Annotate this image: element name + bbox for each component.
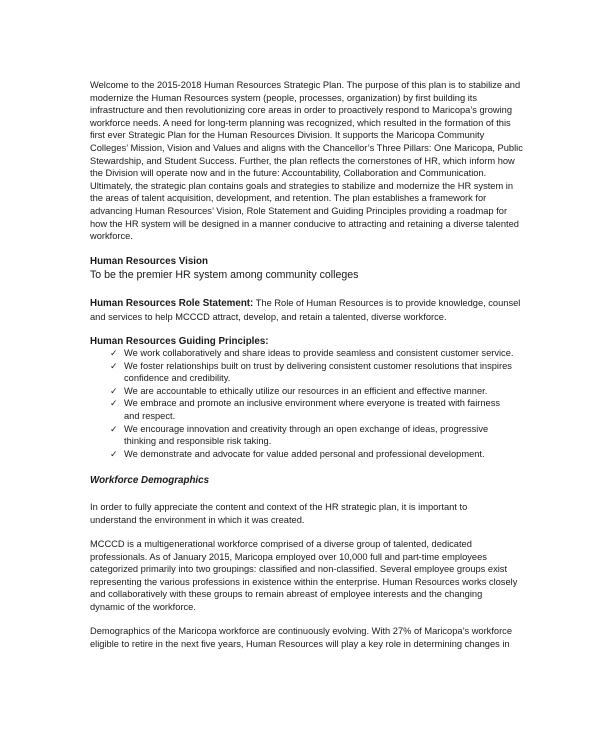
principle-text: We embrace and promote an inclusive environment where everyone is treated with fairness bbox=[124, 398, 501, 409]
principle-text: We demonstrate and advocate for value added personal and professional development. bbox=[124, 448, 485, 459]
text-line: advancing Human Resources’ Vision, Role Statement and Guiding Principles providing a roadmap for bbox=[90, 205, 508, 216]
principles-heading: Human Resources Guiding Principles: bbox=[90, 336, 269, 347]
text-line: MCCCD is a multigenerational workforce comprised of a diverse group of talented, dedicated bbox=[90, 539, 472, 549]
role-text-line2: and services to help MCCCD attract, develop, and retain a talented, diverse workforce. bbox=[90, 311, 447, 322]
vision-heading: Human Resources Vision bbox=[90, 256, 208, 267]
demographics-heading: Workforce Demographics bbox=[90, 475, 210, 486]
demographics-paragraph-1 bbox=[90, 501, 467, 526]
text-line: and collaboratively with these groups to remain abreast of employee interests and the changing bbox=[90, 589, 483, 600]
role-statement bbox=[90, 297, 520, 323]
vision-text: To be the premier HR system among community colleges bbox=[90, 269, 359, 281]
intro-paragraph bbox=[90, 79, 523, 243]
text-line: representing the various professions in existence within the enterprise. Human Resources works closely bbox=[90, 576, 518, 587]
text-line: infrastructure and then revolutionizing core areas in order to proactively respond to Maricopa’s growing bbox=[90, 105, 513, 116]
principle-item bbox=[110, 360, 513, 385]
role-text-line1: The Role of Human Resources is to provide knowledge, counsel bbox=[253, 298, 521, 308]
text-line: the Division will operate now and in the future: Accountability, Collaboration and Communication. bbox=[90, 168, 487, 179]
principle-text: We are accountable to ethically utilize our resources in an efficient and effective manner. bbox=[124, 385, 488, 396]
principle-text: and respect. bbox=[124, 410, 176, 421]
principle-text: thinking and responsible risk taking. bbox=[124, 436, 272, 447]
checkmark-icon: ✓ bbox=[110, 360, 118, 371]
text-line: In order to fully appreciate the content and context of the HR strategic plan, it is important to bbox=[90, 502, 468, 512]
principle-item bbox=[110, 385, 513, 398]
text-line: Stewardship, and Student Success. Further, the plan reflects the cornerstones of HR, which inform how bbox=[90, 155, 515, 166]
principle-item bbox=[110, 397, 513, 422]
text-line: categorized primarily into two groupings: classified and non-classified. Several employee groups exist bbox=[90, 564, 508, 575]
checkmark-icon: ✓ bbox=[110, 385, 118, 396]
text-line: Welcome to the 2015-2018 Human Resources Strategic Plan. The purpose of this plan is to stabilize and bbox=[90, 80, 521, 90]
principle-item bbox=[110, 347, 513, 360]
principle-text: confidence and credibility. bbox=[124, 373, 231, 384]
text-line: Demographics of the Maricopa workforce are continuously evolving. With 27% of Maricopa’s workforce bbox=[90, 626, 512, 636]
text-line: how the HR system will be designed in a manner conducive to attracting and retaining a diverse talented bbox=[90, 218, 519, 229]
text-line: workforce needs. A need for long-term planning was recognized, which resulted in the formation of this bbox=[90, 117, 511, 128]
principle-text: We encourage innovation and creativity through an open exchange of ideas, progressive bbox=[124, 423, 489, 434]
text-line: workforce. bbox=[90, 231, 133, 242]
text-line: first ever Strategic Plan for the Human Resources Division. It supports the Maricopa Community bbox=[90, 130, 485, 141]
text-line: Colleges’ Mission, Vision and Values and aligns with the Chancellor’s Three Pillars: One Maricopa, Public bbox=[90, 142, 523, 153]
text-line: the areas of talent acquisition, development, and retention. The plan establishes a framework for bbox=[90, 193, 487, 204]
checkmark-icon: ✓ bbox=[110, 398, 118, 409]
text-line: eligible to retire in the next five years, Human Resources will play a key role in determining changes in bbox=[90, 638, 510, 649]
role-heading: Human Resources Role Statement: bbox=[90, 298, 254, 309]
principle-item bbox=[110, 423, 513, 448]
demographics-paragraph-2 bbox=[90, 538, 517, 614]
principle-item bbox=[110, 448, 513, 461]
principle-text: We foster relationships built on trust by delivering consistent customer resolutions that inspires bbox=[124, 360, 512, 371]
text-line: professionals. As of January 2015, Maricopa employed over 10,000 full and part-time employees bbox=[90, 551, 487, 562]
text-line: modernize the Human Resources system (people, processes, organization) by first building its bbox=[90, 92, 478, 103]
demographics-paragraph-3 bbox=[90, 625, 512, 650]
checkmark-icon: ✓ bbox=[110, 423, 118, 434]
checkmark-icon: ✓ bbox=[110, 448, 118, 459]
principle-text: We work collaboratively and share ideas to provide seamless and consistent customer service. bbox=[124, 348, 514, 358]
principles-list bbox=[110, 347, 513, 460]
checkmark-icon: ✓ bbox=[110, 348, 118, 358]
text-line: understand the environment in which it was created. bbox=[90, 514, 305, 525]
text-line: Ultimately, the strategic plan contains goals and strategies to stabilize and modernize the HR system in bbox=[90, 180, 514, 191]
text-line: dynamic of the workforce. bbox=[90, 601, 196, 612]
